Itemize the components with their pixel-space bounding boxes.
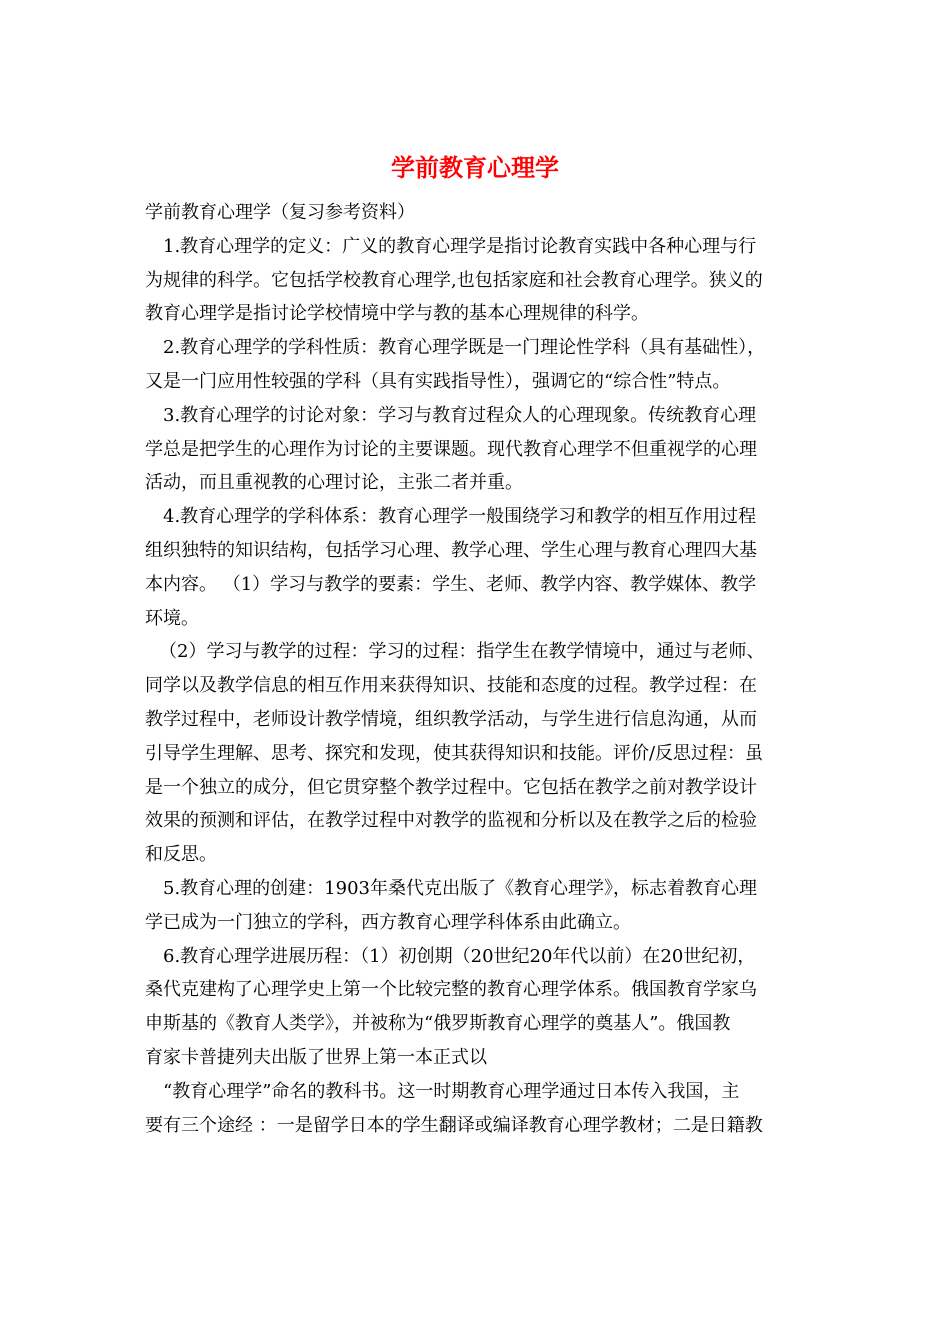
text-line: 和反思。: [145, 844, 217, 866]
text-line: 要有三个途经 ：一是留学日本的学生翻译或编译教育心理学教材；二是日籍教: [145, 1114, 763, 1136]
text-line: 4.教育心理学的学科体系：教育心理学一般围绕学习和教学的相互作用过程: [163, 506, 757, 528]
text-line: 本内容。 （1）学习与教学的要素：学生、老师、教学内容、教学媒体、教学: [145, 573, 757, 595]
text-line: 效果的预测和评估，在教学过程中对教学的监视和分析以及在教学之后的检验: [145, 810, 757, 832]
text-line: 桑代克建构了心理学史上第一个比较完整的教育心理学体系。俄国教育学家乌: [145, 979, 757, 1001]
text-line: 2.教育心理学的学科性质：教育心理学既是一门理论性学科（具有基础性），: [163, 337, 766, 359]
document-title: 学前教育心理学: [391, 153, 559, 182]
text-line: “教育心理学”命名的教科书。这一时期教育心理学通过日本传入我国，主: [163, 1080, 740, 1102]
text-line: 学总是把学生的心理作为讨论的主要课题。现代教育心理学不但重视学的心理: [145, 438, 757, 460]
text-line: 1.教育心理学的定义：广义的教育心理学是指讨论教育实践中各种心理与行: [163, 235, 757, 257]
text-line: 又是一门应用性较强的学科（具有实践指导性），强调它的“综合性”特点。: [145, 370, 731, 392]
text-line: 是一个独立的成分，但它贯穿整个教学过程中。它包括在教学之前对教学设计: [145, 776, 757, 798]
text-line: 教学过程中，老师设计教学情境，组织教学活动，与学生进行信息沟通，从而: [145, 708, 757, 730]
text-line: 申斯基的《教育人类学》，并被称为“俄罗斯教育心理学的奠基人”。俄国教: [145, 1013, 731, 1035]
text-line: 环境。: [145, 607, 199, 629]
text-line: 组织独特的知识结构，包括学习心理、教学心理、学生心理与教育心理四大基: [145, 539, 757, 561]
text-line: 引导学生理解、思考、探究和发现，使其获得知识和技能。评价/反思过程：虽: [145, 742, 764, 764]
text-line: 活动，而且重视教的心理讨论，主张二者并重。: [145, 472, 523, 494]
text-line: 为规律的科学。它包括学校教育心理学,也包括家庭和社会教育心理学。狭义的: [145, 269, 763, 291]
text-line: 学前教育心理学（复习参考资料）: [145, 202, 415, 223]
document-body: [145, 196, 803, 1142]
text-line: （2）学习与教学的过程：学习的过程：指学生在教学情境中，通过与老师、: [159, 641, 765, 663]
text-line: 育家卡普捷列夫出版了世界上第一本正式以: [145, 1046, 487, 1068]
text-line: 5.教育心理的创建：1903年桑代克出版了《教育心理学》，标志着教育心理: [163, 877, 757, 899]
text-line: 同学以及教学信息的相互作用来获得知识、技能和态度的过程。教学过程：在: [145, 675, 757, 697]
text-line: 3.教育心理学的讨论对象：学习与教育过程众人的心理现象。传统教育心理: [163, 404, 757, 426]
text-line: 学已成为一门独立的学科，西方教育心理学科体系由此确立。: [145, 911, 631, 933]
text-line: 教育心理学是指讨论学校情境中学与教的基本心理规律的科学。: [145, 303, 649, 325]
text-line: 6.教育心理学进展历程：（1）初创期（20世纪20年代以前）在20世纪初，: [163, 945, 756, 967]
